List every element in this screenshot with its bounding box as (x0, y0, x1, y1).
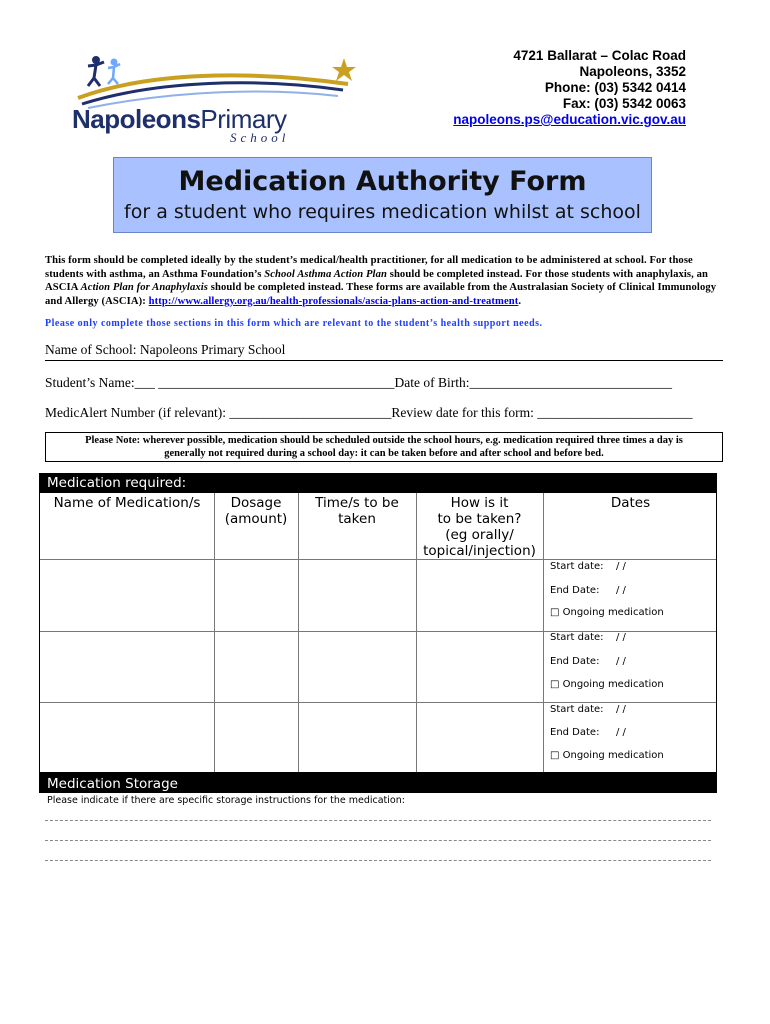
storage-answer-line[interactable] (45, 840, 711, 841)
storage-answer-line[interactable] (45, 860, 711, 861)
ongoing-checkbox[interactable]: □ Ongoing medication (550, 607, 664, 618)
medication-required-header: Medication required: (39, 473, 717, 493)
intro-paragraph: This form should be completed ideally by the student’s medical/health practitioner, for all medication to be administered at school. For those students with asthma, an Asthma Foundation’s School Asthma Action Plan should be completed instead. For those students with anaphylaxis, an ASCIA Action Plan for Anaphylaxis should be completed instead. These forms are available from the Australasian Society of Clinical Immunology and Allergy (ASCIA): http://www.allergy.org.au/health-professionals/ascia-plans-action-and-treatment. (45, 255, 717, 307)
address-line-1: 4721 Ballarat – Colac Road (513, 48, 686, 63)
logo-wordmark: NapoleonsPrimary (72, 104, 287, 134)
col-times: Time/s to be taken (315, 495, 399, 527)
relevance-note: Please only complete those sections in this form which are relevant to the student’s health support needs. (45, 318, 543, 329)
phone-number: Phone: (03) 5342 0414 (544, 80, 686, 95)
ongoing-checkbox[interactable]: □ Ongoing medication (550, 750, 664, 761)
col-dosage: Dosage (amount) (224, 495, 288, 527)
start-date-label: Start date: (550, 632, 604, 643)
col-dates: Dates (610, 495, 651, 511)
email-link[interactable]: napoleons.ps@education.vic.gov.au (453, 112, 686, 127)
start-date-input[interactable]: / / (616, 632, 626, 643)
storage-answer-line[interactable] (45, 820, 711, 821)
medication-table (39, 493, 717, 773)
logo-subtitle: School (230, 130, 290, 145)
col-medication-name: Name of Medication/s (53, 495, 201, 511)
school-name-field[interactable]: Name of School: Napoleons Primary School (45, 342, 723, 361)
start-date-label: Start date: (550, 561, 604, 572)
medicalert-review-field[interactable]: MedicAlert Number (if relevant): ________________________Review date for this form: _______________________ (45, 405, 693, 420)
end-date-input[interactable]: / / (616, 656, 626, 667)
end-date-input[interactable]: / / (616, 585, 626, 596)
start-date-input[interactable]: / / (616, 704, 626, 715)
fax-number: Fax: (03) 5342 0063 (562, 96, 686, 111)
end-date-input[interactable]: / / (616, 727, 626, 738)
form-title-box (113, 157, 652, 233)
start-date-input[interactable]: / / (616, 561, 626, 572)
start-date-label: Start date: (550, 704, 604, 715)
school-address (453, 48, 686, 128)
end-date-label: End Date: (550, 727, 600, 738)
ascia-link[interactable]: http://www.allergy.org.au/health-professionals/ascia-plans-action-and-treatment (148, 295, 519, 307)
storage-instruction: Please indicate if there are specific storage instructions for the medication: (47, 795, 405, 806)
end-date-label: End Date: (550, 585, 600, 596)
student-name-dob-field[interactable]: Student’s Name:___ ___________________________________Date of Birth:______________________________ (45, 375, 672, 390)
medication-storage-header: Medication Storage (39, 773, 717, 793)
end-date-label: End Date: (550, 656, 600, 667)
scheduling-note: Please Note: wherever possible, medication should be scheduled outside the school hours, e.g. medication required three times a day is generally not required during a school day: it can be taken before and after school and before bed. (45, 432, 723, 462)
form-subtitle: for a student who requires medication whilst at school (124, 201, 641, 223)
col-how-taken: How is it to be taken? (eg orally/ topical/injection) (423, 495, 536, 559)
ongoing-checkbox[interactable]: □ Ongoing medication (550, 679, 664, 690)
address-line-2: Napoleons, 3352 (579, 64, 686, 79)
form-title: Medication Authority Form (178, 166, 587, 197)
